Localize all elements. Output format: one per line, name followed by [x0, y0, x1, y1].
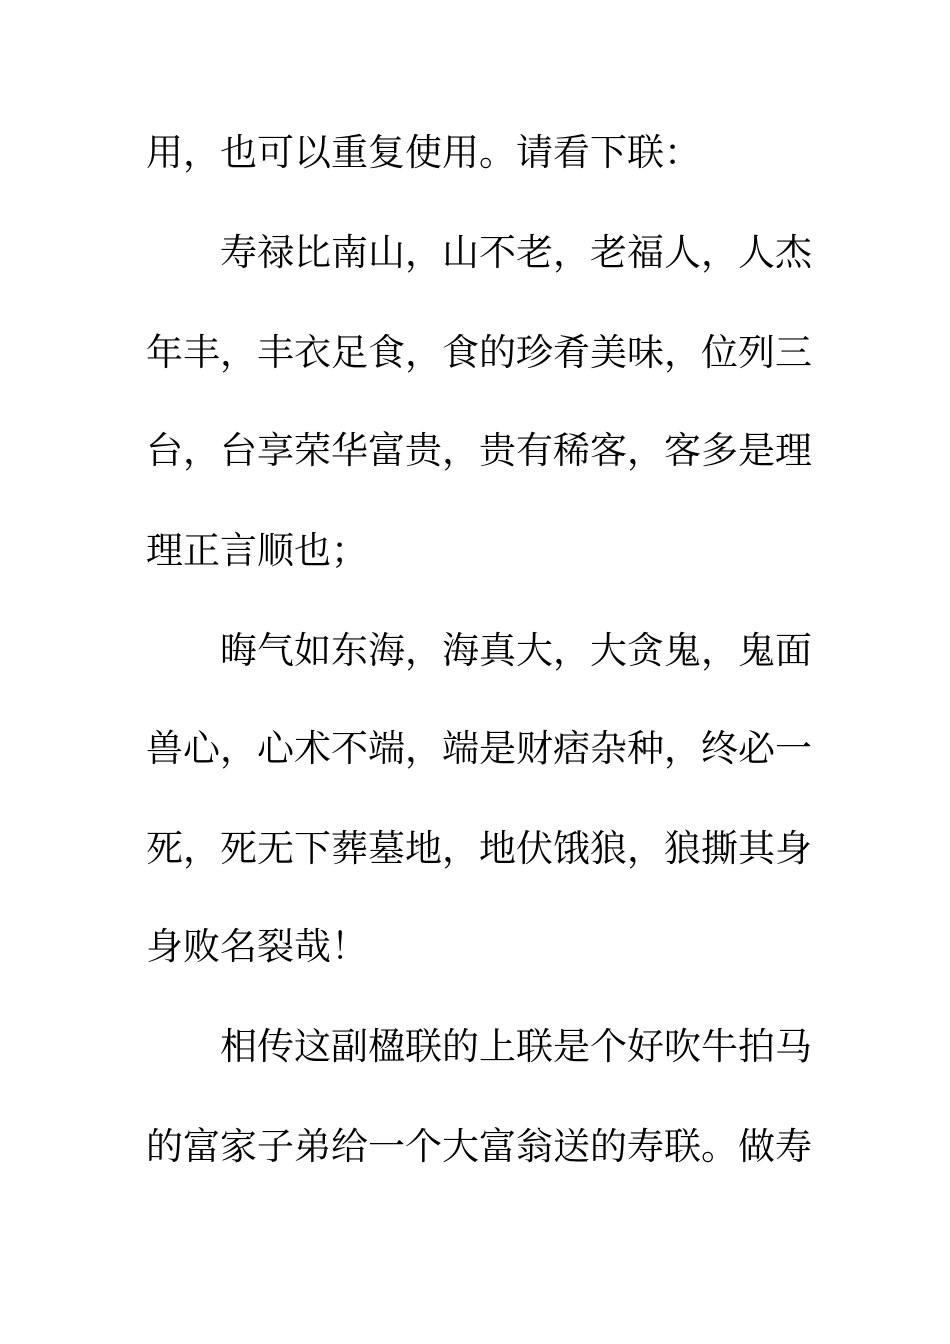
text-line: 台，台享荣华富贵，贵有稀客，客多是理 [146, 429, 812, 472]
text-line: 相传这副楹联的上联是个好吹牛拍马 [220, 1025, 812, 1068]
text-line: 用，也可以重复使用。请看下联： [146, 131, 701, 174]
text-line: 理正言顺也； [146, 529, 368, 572]
text-line: 年丰，丰衣足食，食的珍肴美味，位列三 [146, 331, 812, 374]
text-line: 晦气如东海，海真大，大贪鬼，鬼面 [220, 629, 812, 672]
text-line: 身败名裂哉！ [146, 925, 368, 968]
text-line: 寿禄比南山，山不老，老福人，人杰 [220, 231, 812, 274]
text-line: 的富家子弟给一个大富翁送的寿联。做寿 [146, 1125, 812, 1168]
text-line: 兽心，心术不端，端是财痞杂种，终必一 [146, 727, 812, 770]
text-line: 死，死无下葬墓地，地伏饿狼，狼撕其身 [146, 827, 812, 870]
